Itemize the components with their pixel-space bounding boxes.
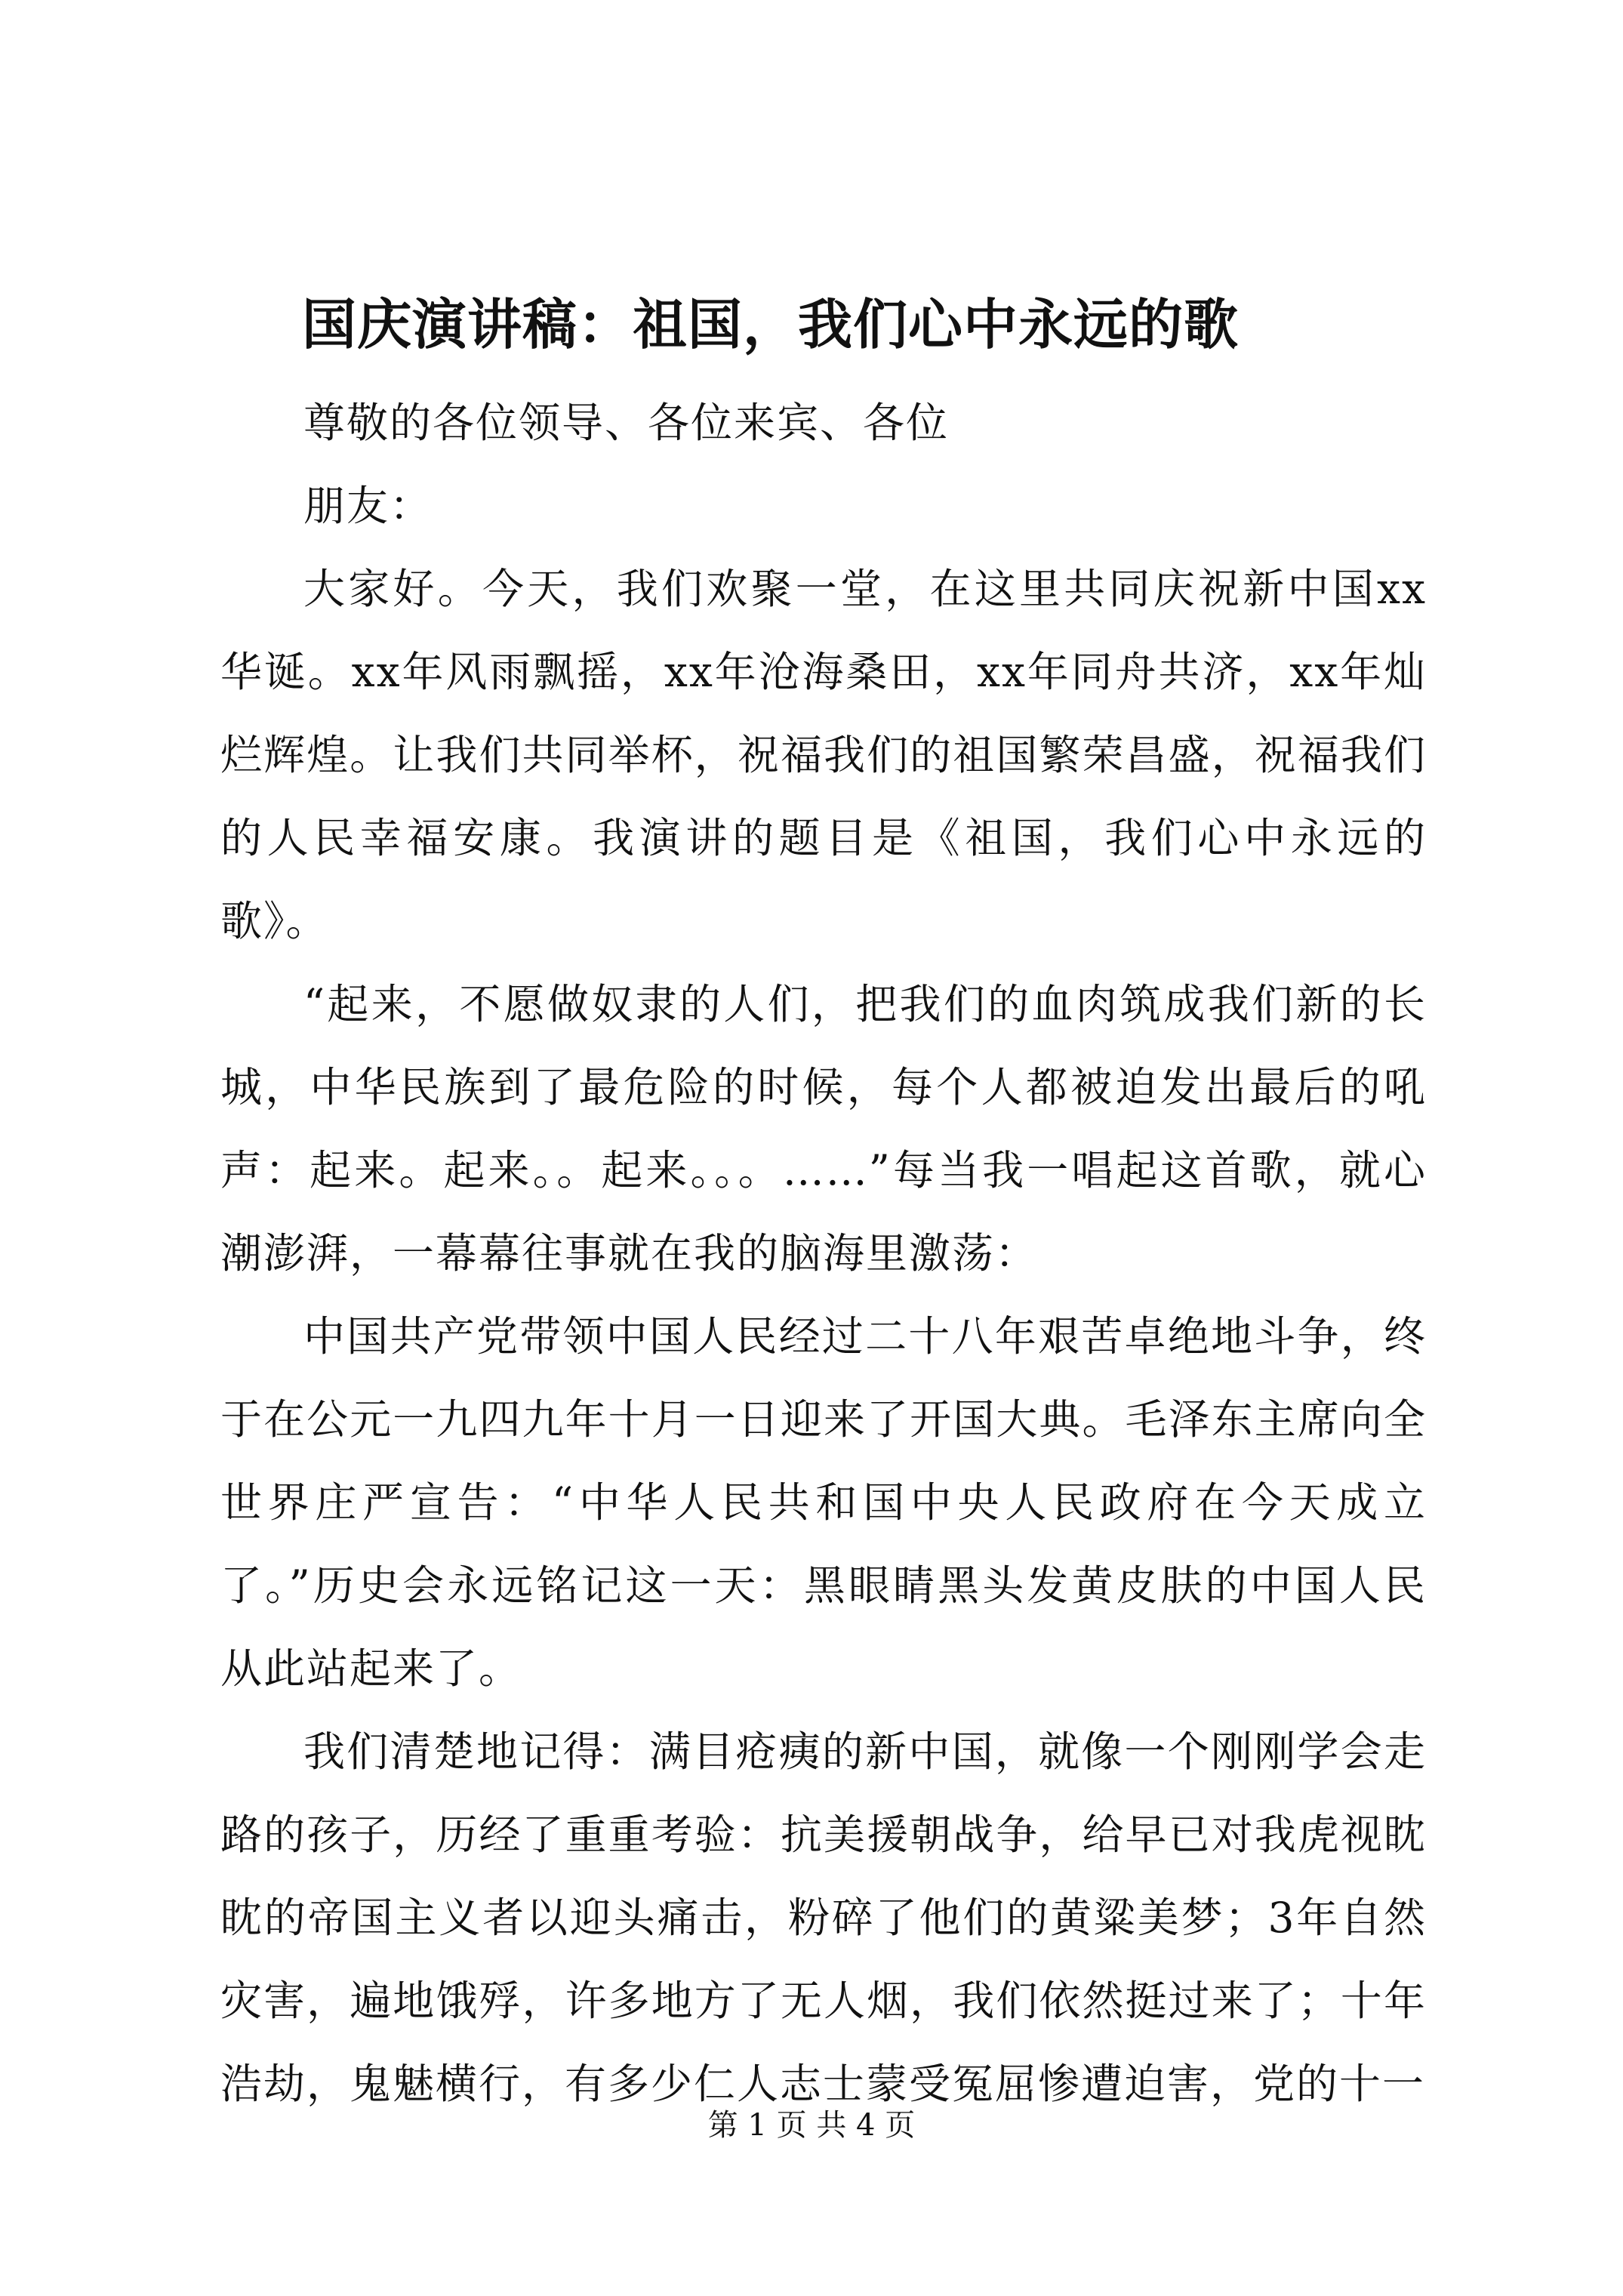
document-body: [220, 381, 1427, 2125]
page-footer: 第 1 页 共 4 页: [707, 2108, 916, 2143]
paragraph-anthem: “起来，不愿做奴隶的人们，把我们的血肉筑成我们新的长城，中华民族到了最危险的时候，每个人都被迫发出最后的吼声：起来。起来。。起来。。。……”每当我一唱起这首歌，就心潮澎湃，一幕幕往事就在我的脑海里激荡：: [220, 980, 1427, 1277]
paragraph-founding: 中国共产党带领中国人民经过二十八年艰苦卓绝地斗争，终于在公元一九四九年十月一日迎来了开国大典。毛泽东主席向全世界庄严宣告：“中华人民共和国中央人民政府在今天成立了。”历史会永远铭记这一天：黑眼睛黑头发黄皮肤的中国人民从此站起来了。: [220, 1312, 1427, 1693]
paragraph-history: 我们清楚地记得：满目疮痍的新中国，就像一个刚刚学会走路的孩子，历经了重重考验：抗美援朝战争，给早已对我虎视眈眈的帝国主义者以迎头痛击，粉碎了他们的黄粱美梦；3年自然灾害，遍地饿殍，许多地方了无人烟，我们依然挺过来了；十年浩劫，鬼魅横行，有多少仁人志士蒙受冤屈惨遭迫害，党的十一: [220, 1727, 1427, 2108]
paragraph-greeting: 大家好。今天，我们欢聚一堂，在这里共同庆祝新中国xx华诞。xx年风雨飘摇，xx年沧海桑田，xx年同舟共济，xx年灿烂辉煌。让我们共同举杯，祝福我们的祖国繁荣昌盛，祝福我们的人民幸福安康。我演讲的题目是《祖国，我们心中永远的歌》。: [220, 565, 1427, 945]
salutation-line-1: 尊敬的各位领导、各位来宾、各位: [303, 399, 950, 447]
salutation-line-2: 朋友：: [303, 482, 433, 530]
document-title: 国庆演讲稿：祖国，我们心中永远的歌: [302, 292, 1240, 356]
